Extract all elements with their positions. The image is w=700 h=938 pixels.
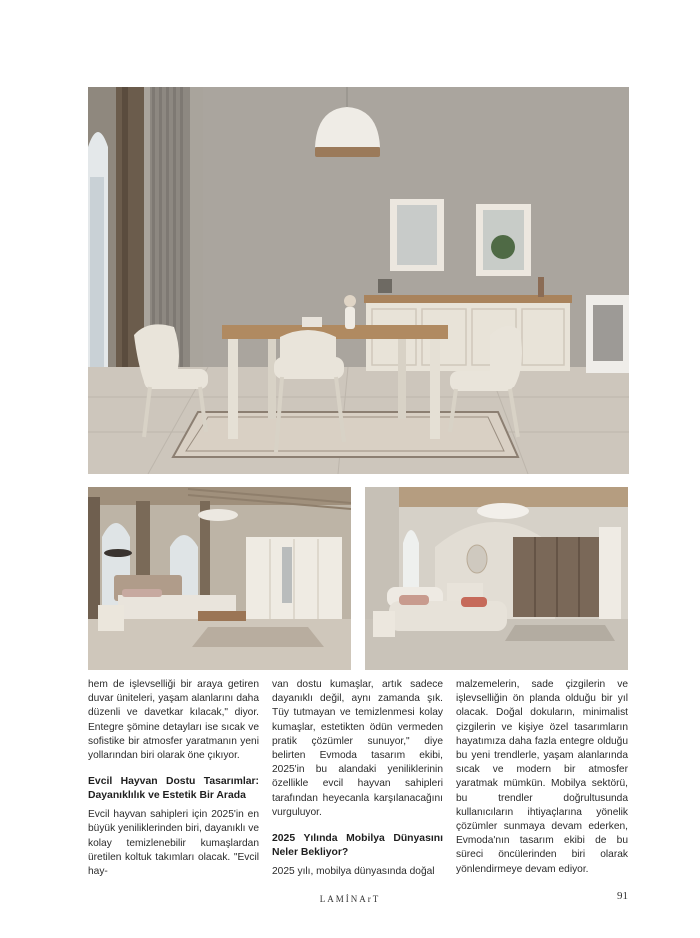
bedroom-photo-1 (88, 487, 351, 670)
paragraph: Evcil hayvan sahipleri için 2025'in en büyük yeniliklerinden biri, dayanıklı ve kolay temizlenebilir kumaşlardan üretilen koltuk takımları olacak. "Evcil hay- (88, 809, 260, 878)
paragraph: malzemelerin, sade çizgilerin ve işlevselliğin ön planda olduğu bir yıl olacak. Doğal dokuların, minimalist çizgilerin ve kişiye özel tasarımların hayatımıza daha fazla entegre olduğu bu yeni trendlerle, yaşam alanlarında sıcak ve modern bir atmosfer yaratmak mümkün. Mobilya sektörü, bu trendler doğrultusunda kullanıcıların ihtiyaçlarına yönelik çözümler sunmaya devam ederken, Evmoda'nın tasarım ekibi de bu süreci öncülerinden biri olarak yönlendirmeye devam ediyor. (456, 679, 628, 875)
article-column-1 (88, 678, 259, 883)
paragraph: hem de işlevselliği bir araya getiren duvar üniteleri, yaşam alanlarını daha düzenli ve davetkar kılacak," diyor. Entegre şömine detayları ise sıcak ve sofistike bir atmosfer yaratmanın yeni yollarından biri olarak öne çıkıyor. (88, 679, 259, 762)
magazine-brand: LAMİNArT (319, 894, 381, 904)
section-heading-2025: 2025 Yılında Mobilya Dünyasını Neler Bekliyor? (272, 833, 443, 858)
paragraph: van dostu kumaşlar, artık sadece dayanıklı değil, aynı zamanda şık. Tüy tutmayan ve temizlenmesi kolay kumaşlar, estetikten ödün vermeden pratik çözümler sunuyor," diye belirten Evmoda tasarım ekibi, 2025'in bu alandaki yeniliklerinin özellikle evcil hayvan sahipleri tarafından heyecanla karşılanacağını vurguluyor. (272, 679, 443, 818)
bedroom-photo-2 (365, 487, 628, 670)
article-column-3 (456, 678, 628, 881)
section-heading-pet-friendly: Evcil Hayvan Dostu Tasarımlar: Dayanıklılık ve Estetik Bir Arada (88, 776, 259, 801)
dining-room-photo (88, 87, 629, 474)
page-number: 91 (617, 890, 628, 902)
article-column-2 (272, 678, 443, 883)
paragraph: 2025 yılı, mobilya dünyasında doğal (272, 866, 435, 878)
